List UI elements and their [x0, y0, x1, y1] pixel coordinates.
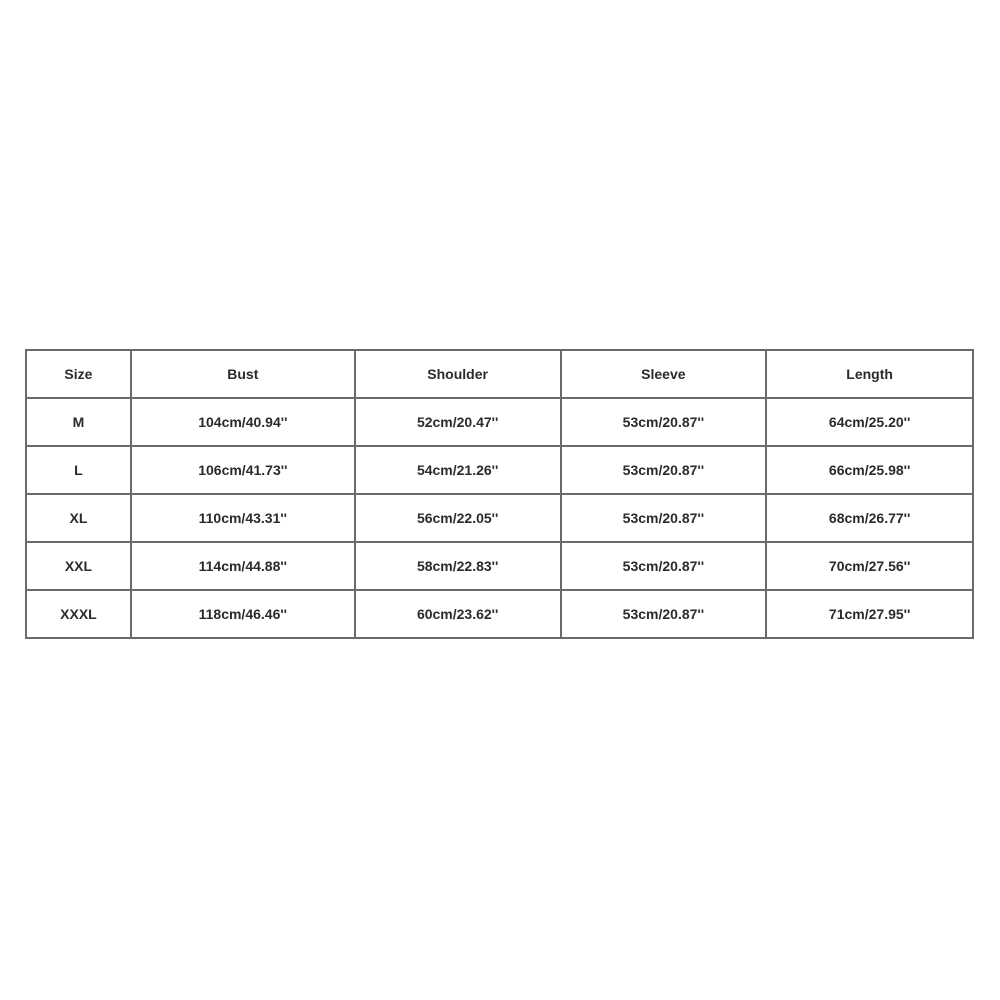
length-cell: 66cm/25.98''	[766, 446, 973, 494]
length-cell: 70cm/27.56''	[766, 542, 973, 590]
table-row	[26, 446, 973, 494]
sleeve-cell: 53cm/20.87''	[561, 494, 767, 542]
shoulder-cell: 56cm/22.05''	[355, 494, 561, 542]
table-row	[26, 494, 973, 542]
shoulder-cell: 52cm/20.47''	[355, 398, 561, 446]
bust-cell: 106cm/41.73''	[131, 446, 355, 494]
length-cell: 64cm/25.20''	[766, 398, 973, 446]
header-length: Length	[766, 350, 973, 398]
size-cell: XXXL	[26, 590, 131, 638]
shoulder-cell: 58cm/22.83''	[355, 542, 561, 590]
length-cell: 71cm/27.95''	[766, 590, 973, 638]
header-size: Size	[26, 350, 131, 398]
bust-cell: 118cm/46.46''	[131, 590, 355, 638]
header-bust: Bust	[131, 350, 355, 398]
table-row	[26, 398, 973, 446]
header-row	[26, 350, 973, 398]
bust-cell: 110cm/43.31''	[131, 494, 355, 542]
sleeve-cell: 53cm/20.87''	[561, 542, 767, 590]
length-cell: 68cm/26.77''	[766, 494, 973, 542]
shoulder-cell: 60cm/23.62''	[355, 590, 561, 638]
size-cell: XL	[26, 494, 131, 542]
size-cell: M	[26, 398, 131, 446]
bust-cell: 104cm/40.94''	[131, 398, 355, 446]
sleeve-cell: 53cm/20.87''	[561, 590, 767, 638]
bust-cell: 114cm/44.88''	[131, 542, 355, 590]
size-cell: L	[26, 446, 131, 494]
table-row	[26, 542, 973, 590]
shoulder-cell: 54cm/21.26''	[355, 446, 561, 494]
table-row	[26, 590, 973, 638]
sleeve-cell: 53cm/20.87''	[561, 446, 767, 494]
header-sleeve: Sleeve	[561, 350, 767, 398]
size-chart-table	[25, 349, 974, 639]
header-shoulder: Shoulder	[355, 350, 561, 398]
sleeve-cell: 53cm/20.87''	[561, 398, 767, 446]
size-cell: XXL	[26, 542, 131, 590]
